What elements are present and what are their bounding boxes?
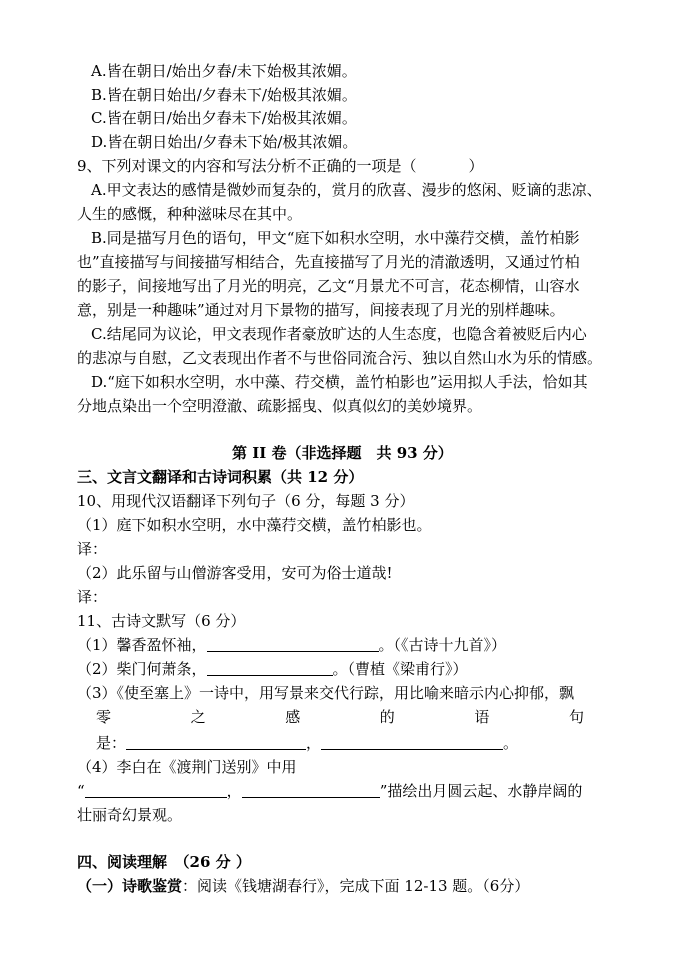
q10-translate-label: 译：: [77, 540, 108, 558]
q11-item2-source: 。（曹植《梁甫行》）: [332, 660, 468, 678]
q10-item1: （1）庭下如积水空明，水中藻荇交横，盖竹柏影也。: [77, 516, 432, 534]
q9-line: 意，别是一种趣味”通过对月下景物的描写，间接表现了月光的别样趣味。: [77, 301, 565, 319]
q11-item1: [77, 635, 506, 655]
q9-line: 的影子，间接地写出了月光的明亮，乙文“月景尤不可言，花态柳情，山容水: [77, 277, 580, 295]
q8-option-a: A.皆在朝日/始出夕舂/未下始极其浓媚。: [91, 62, 357, 80]
answer-blank[interactable]: [85, 783, 227, 798]
part2-heading: 第 II 卷（非选择题 共 93 分）: [232, 444, 453, 462]
q8-option-c: C.皆在朝日/始出夕舂未下/始极其浓媚。: [91, 109, 357, 127]
q11-item3-answer: [96, 733, 518, 753]
spread-char: 零: [96, 708, 112, 726]
q11-stem: 11、古诗文默写（6 分）: [77, 612, 246, 630]
q9-stem-end: ）: [468, 157, 484, 175]
q9-line: A.甲文表达的感情是微妙而复杂的，赏月的欣喜、漫步的悠闲、贬谪的悲凉、: [91, 181, 602, 199]
answer-blank[interactable]: [207, 637, 379, 652]
answer-blank[interactable]: [242, 783, 380, 798]
q8-option-b: B.皆在朝日始出/夕舂未下/始极其浓媚。: [91, 86, 357, 104]
sub1-heading: [77, 876, 529, 896]
q9-line: C.结尾同为议论，甲文表现作者豪放旷达的人生态度，也隐含着被贬后内心: [91, 325, 587, 343]
q10-item2: （2）此乐留与山僧游客受用，安可为俗士道哉!: [77, 564, 393, 582]
q11-item4-open-quote: “: [77, 782, 85, 800]
q9-line: D.“庭下如积水空明，水中藻、荇交横，盖竹柏影也”运用拟人手法，恰如其: [91, 373, 588, 391]
q10-stem: 10、用现代汉语翻译下列句子（6 分，每题 3 分）: [77, 492, 415, 510]
q9-line: 分地点染出一个空明澄澈、疏影摇曳、似真似幻的美妙境界。: [77, 397, 483, 415]
spread-char: 的: [379, 708, 395, 726]
q10-translate-label: 译：: [77, 588, 108, 606]
answer-blank[interactable]: [321, 735, 503, 750]
q11-item4-end: 壮丽奇幻景观。: [77, 806, 183, 824]
q11-item3: （3）《使至塞上》一诗中，用写景来交代行踪，用比喻来暗示内心抑郁，飘: [77, 684, 575, 702]
q9-line: 的悲凉与自慰，乙文表现出作者不与世俗同流合污、独以自然山水为乐的情感。: [77, 349, 603, 367]
section3-heading: 三、文言文翻译和古诗词积累（共 12 分）: [77, 468, 364, 486]
answer-blank[interactable]: [207, 661, 333, 676]
q11-item3-end: 。: [503, 734, 519, 752]
q9-line: 人生的感慨，种种滋味尽在其中。: [77, 205, 303, 223]
section4-heading: 四、阅读理解 （26 分 ）: [77, 853, 251, 871]
q11-item3-prefix: 是：: [96, 734, 127, 752]
spread-char: 句: [568, 708, 584, 726]
spread-char: 感: [285, 708, 301, 726]
q11-item4-rest: ”描绘出月圆云起、水静岸阔的: [379, 782, 583, 800]
q11-item4: （4）李白在《渡荆门送别》中用: [77, 758, 297, 776]
q9-stem-text: 9、下列对课文的内容和写法分析不正确的一项是（: [77, 157, 417, 175]
q11-item4-comma: ，: [226, 782, 242, 800]
answer-blank[interactable]: [126, 735, 306, 750]
q11-item3-comma: ，: [306, 734, 322, 752]
q9-stem: [77, 156, 484, 176]
q8-option-d: D.皆在朝日始出/夕舂未下始/极其浓媚。: [91, 133, 358, 151]
q11-item1-prompt: （1）馨香盈怀袖，: [77, 636, 207, 654]
q11-item2: [77, 659, 468, 679]
q11-item4-answer: [77, 781, 582, 801]
spread-char: 之: [190, 708, 206, 726]
q11-item3-spread: [96, 707, 584, 727]
q9-line: B.同是描写月色的语句，甲文“庭下如积水空明，水中藻荇交横，盖竹柏影: [91, 229, 580, 247]
spread-char: 语: [474, 708, 490, 726]
q9-line: 也”直接描写与间接描写相结合，先直接描写了月光的清澈透明，又通过竹柏: [77, 253, 580, 271]
q11-item1-source: 。（《古诗十九首》）: [378, 636, 507, 654]
q11-item2-prompt: （2）柴门何萧条，: [77, 660, 207, 678]
sub1-label: （一）诗歌鉴赏: [77, 877, 183, 895]
sub1-instruction: ：阅读《钱塘湖春行》，完成下面 12-13 题。（6分）: [182, 877, 530, 895]
